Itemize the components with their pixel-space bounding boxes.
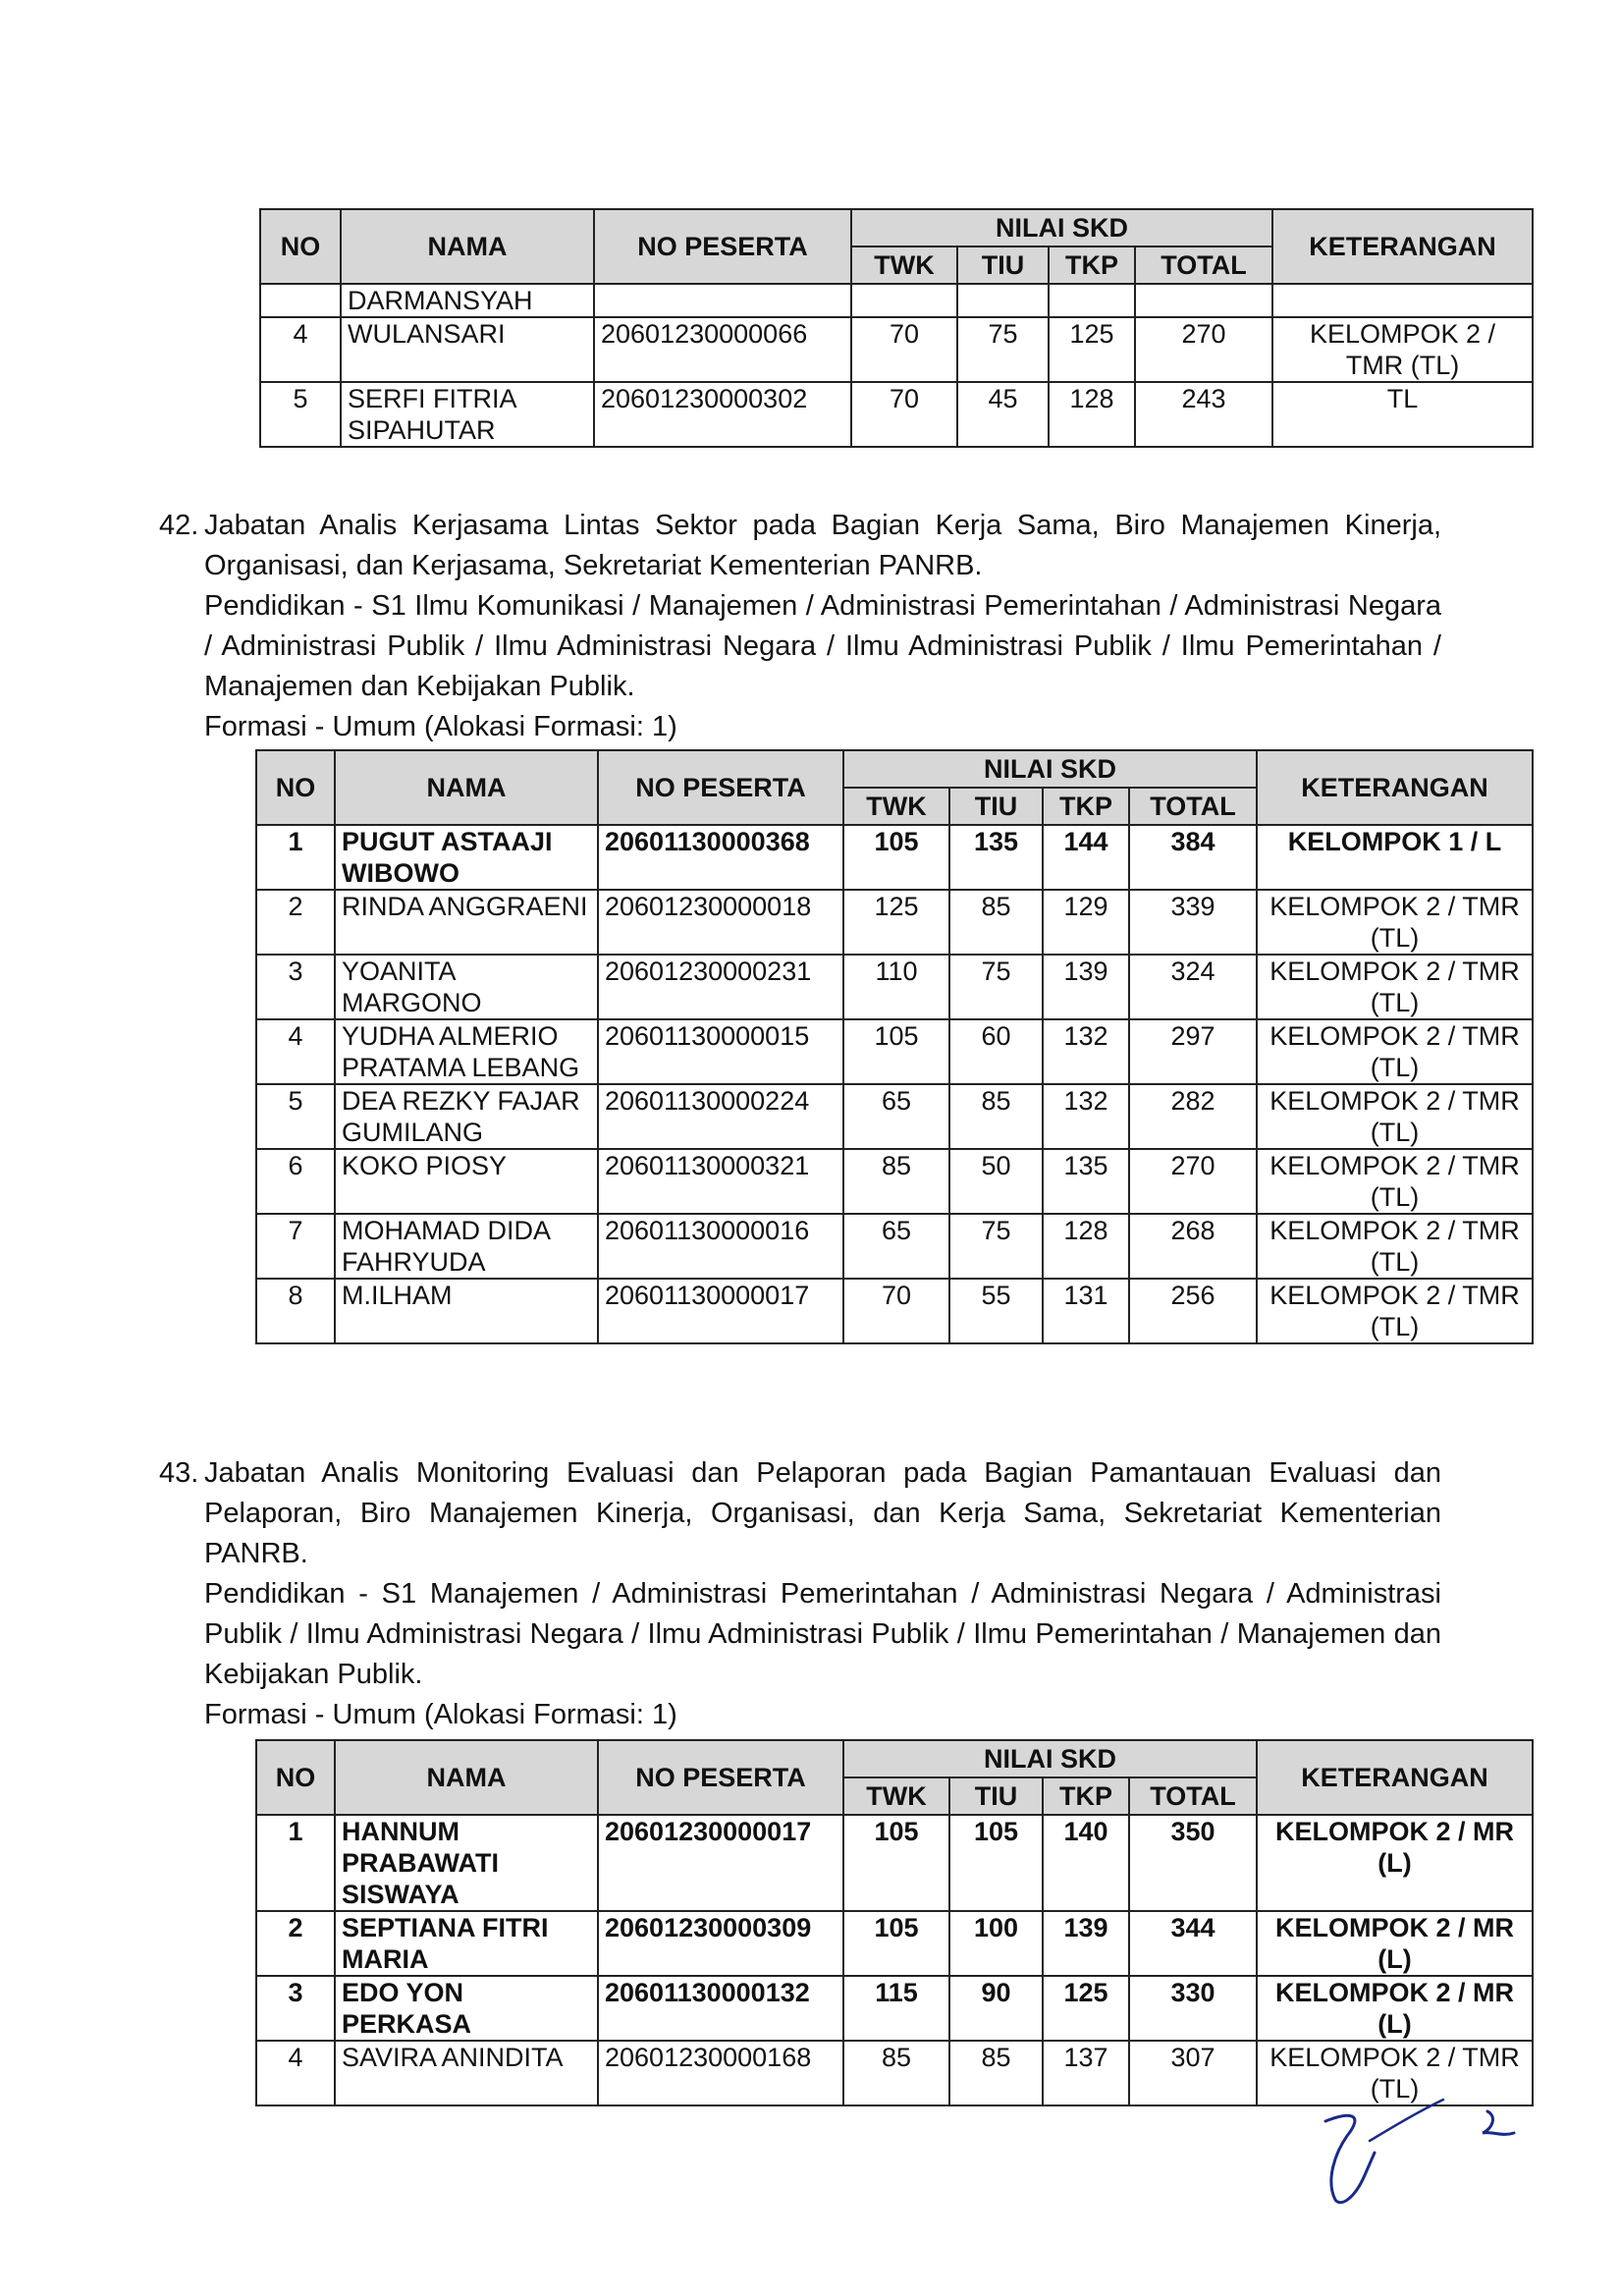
cell-nama: DARMANSYAH bbox=[341, 284, 594, 317]
cell-no: 5 bbox=[256, 1084, 335, 1149]
table-row bbox=[256, 1279, 1533, 1343]
cell-ket: KELOMPOK 2 / MR (L) bbox=[1257, 1976, 1533, 2041]
cell-nama: SAVIRA ANINDITA bbox=[335, 2041, 598, 2105]
cell-no: 4 bbox=[256, 2041, 335, 2105]
cell-tkp: 140 bbox=[1043, 1815, 1129, 1911]
results-table-continued bbox=[259, 208, 1534, 448]
cell-peserta: 20601230000302 bbox=[594, 382, 851, 447]
section-43 bbox=[159, 1453, 1441, 1735]
cell-total: 282 bbox=[1129, 1084, 1257, 1149]
cell-total: 297 bbox=[1129, 1019, 1257, 1084]
header-tkp: TKP bbox=[1043, 788, 1129, 825]
cell-tiu: 75 bbox=[957, 317, 1049, 382]
cell-peserta: 20601130000016 bbox=[598, 1214, 843, 1279]
table-row bbox=[256, 1911, 1533, 1976]
cell-tkp: 132 bbox=[1043, 1019, 1129, 1084]
table-row bbox=[260, 284, 1533, 317]
header-no-peserta: NO PESERTA bbox=[598, 750, 843, 825]
formation-info: Formasi - Umum (Alokasi Formasi: 1) bbox=[204, 1699, 677, 1730]
cell-no: 6 bbox=[256, 1149, 335, 1214]
header-tkp: TKP bbox=[1049, 246, 1135, 284]
header-no-peserta: NO PESERTA bbox=[594, 209, 851, 284]
signature-stroke bbox=[1325, 2115, 1375, 2202]
cell-ket: KELOMPOK 2 / TMR (TL) bbox=[1257, 1149, 1533, 1214]
cell-peserta: 20601230000017 bbox=[598, 1815, 843, 1911]
cell-tkp bbox=[1049, 284, 1135, 317]
header-twk: TWK bbox=[843, 788, 949, 825]
cell-twk: 85 bbox=[843, 2041, 949, 2105]
cell-total: 256 bbox=[1129, 1279, 1257, 1343]
cell-ket: KELOMPOK 2 / TMR (TL) bbox=[1257, 1019, 1533, 1084]
cell-tiu: 45 bbox=[957, 382, 1049, 447]
cell-no: 8 bbox=[256, 1279, 335, 1343]
header-tiu: TIU bbox=[949, 788, 1043, 825]
header-twk: TWK bbox=[851, 246, 957, 284]
cell-no: 4 bbox=[260, 317, 341, 382]
cell-nama: MOHAMAD DIDA FAHRYUDA bbox=[335, 1214, 598, 1279]
cell-twk: 70 bbox=[851, 382, 957, 447]
cell-nama: YUDHA ALMERIO PRATAMA LEBANG bbox=[335, 1019, 598, 1084]
cell-tkp: 129 bbox=[1043, 890, 1129, 955]
cell-tiu: 85 bbox=[949, 1084, 1043, 1149]
cell-total: 307 bbox=[1129, 2041, 1257, 2105]
cell-ket: KELOMPOK 2 / TMR (TL) bbox=[1257, 1084, 1533, 1149]
results-table-42 bbox=[255, 749, 1534, 1344]
header-nilai-skd: NILAI SKD bbox=[851, 209, 1272, 246]
cell-ket: KELOMPOK 2 / MR (L) bbox=[1257, 1911, 1533, 1976]
header-no-peserta: NO PESERTA bbox=[598, 1740, 843, 1815]
header-nama: NAMA bbox=[341, 209, 594, 284]
table-row bbox=[256, 825, 1533, 890]
header-nama: NAMA bbox=[335, 1740, 598, 1815]
cell-peserta: 20601230000066 bbox=[594, 317, 851, 382]
cell-no: 7 bbox=[256, 1214, 335, 1279]
cell-tkp: 144 bbox=[1043, 825, 1129, 890]
cell-tiu: 100 bbox=[949, 1911, 1043, 1976]
cell-nama: PUGUT ASTAAJI WIBOWO bbox=[335, 825, 598, 890]
cell-tkp: 128 bbox=[1049, 382, 1135, 447]
cell-total: 270 bbox=[1135, 317, 1272, 382]
cell-twk: 110 bbox=[843, 955, 949, 1019]
cell-twk: 115 bbox=[843, 1976, 949, 2041]
cell-tkp: 125 bbox=[1049, 317, 1135, 382]
cell-peserta: 20601130000015 bbox=[598, 1019, 843, 1084]
cell-twk: 105 bbox=[843, 1019, 949, 1084]
education-requirement: Pendidikan - S1 Manajemen / Administrasi Pemerintahan / Administrasi Negara / Administrasi Publik / Ilmu Administrasi Negara / Ilmu Administrasi Publik / Ilmu Pemerintahan / Manajemen dan Kebijakan Publik. bbox=[204, 1578, 1441, 1690]
table-row bbox=[256, 1214, 1533, 1279]
cell-tkp: 139 bbox=[1043, 1911, 1129, 1976]
cell-total: 270 bbox=[1129, 1149, 1257, 1214]
cell-tkp: 132 bbox=[1043, 1084, 1129, 1149]
cell-total: 339 bbox=[1129, 890, 1257, 955]
cell-no: 3 bbox=[256, 1976, 335, 2041]
cell-total: 344 bbox=[1129, 1911, 1257, 1976]
cell-twk: 105 bbox=[843, 825, 949, 890]
cell-ket: KELOMPOK 2 / TMR (TL) bbox=[1257, 890, 1533, 955]
header-keterangan: KETERANGAN bbox=[1257, 1740, 1533, 1815]
results-table-43 bbox=[255, 1739, 1534, 2106]
table-row bbox=[256, 890, 1533, 955]
cell-no: 4 bbox=[256, 1019, 335, 1084]
cell-tiu: 75 bbox=[949, 955, 1043, 1019]
header-total: TOTAL bbox=[1129, 788, 1257, 825]
cell-tiu: 75 bbox=[949, 1214, 1043, 1279]
cell-twk: 105 bbox=[843, 1815, 949, 1911]
cell-ket: KELOMPOK 2 / TMR (TL) bbox=[1257, 1214, 1533, 1279]
cell-no: 2 bbox=[256, 890, 335, 955]
header-no: NO bbox=[256, 750, 335, 825]
cell-no: 1 bbox=[256, 825, 335, 890]
cell-no: 2 bbox=[256, 1911, 335, 1976]
cell-ket: KELOMPOK 2 / TMR (TL) bbox=[1272, 317, 1533, 382]
header-keterangan: KETERANGAN bbox=[1272, 209, 1533, 284]
cell-ket bbox=[1272, 284, 1533, 317]
header-tiu: TIU bbox=[949, 1777, 1043, 1815]
table-row bbox=[256, 1976, 1533, 2041]
cell-total bbox=[1135, 284, 1272, 317]
cell-ket: KELOMPOK 2 / TMR (TL) bbox=[1257, 2041, 1533, 2105]
cell-total: 330 bbox=[1129, 1976, 1257, 2041]
cell-tiu: 135 bbox=[949, 825, 1043, 890]
table-row bbox=[256, 1815, 1533, 1911]
cell-total: 324 bbox=[1129, 955, 1257, 1019]
cell-no: 5 bbox=[260, 382, 341, 447]
cell-ket: TL bbox=[1272, 382, 1533, 447]
section-title: Jabatan Analis Monitoring Evaluasi dan Pelaporan pada Bagian Pamantauan Evaluasi dan Pelaporan, Biro Manajemen Kinerja, Organisasi, dan Kerja Sama, Sekretariat Kementerian PANRB. bbox=[204, 1457, 1441, 1569]
table-row bbox=[256, 955, 1533, 1019]
header-keterangan: KETERANGAN bbox=[1257, 750, 1533, 825]
cell-tkp: 139 bbox=[1043, 955, 1129, 1019]
header-nilai-skd: NILAI SKD bbox=[843, 1740, 1257, 1777]
cell-total: 384 bbox=[1129, 825, 1257, 890]
cell-tkp: 135 bbox=[1043, 1149, 1129, 1214]
cell-nama: HANNUM PRABAWATI SISWAYA bbox=[335, 1815, 598, 1911]
cell-tiu: 90 bbox=[949, 1976, 1043, 2041]
header-no: NO bbox=[256, 1740, 335, 1815]
cell-twk: 85 bbox=[843, 1149, 949, 1214]
cell-tkp: 128 bbox=[1043, 1214, 1129, 1279]
cell-total: 268 bbox=[1129, 1214, 1257, 1279]
signature-stroke bbox=[1370, 2100, 1443, 2141]
header-total: TOTAL bbox=[1135, 246, 1272, 284]
header-nama: NAMA bbox=[335, 750, 598, 825]
cell-no: 1 bbox=[256, 1815, 335, 1911]
cell-peserta: 20601130000132 bbox=[598, 1976, 843, 2041]
cell-tiu: 50 bbox=[949, 1149, 1043, 1214]
header-twk: TWK bbox=[843, 1777, 949, 1815]
cell-nama: EDO YON PERKASA bbox=[335, 1976, 598, 2041]
cell-no: 3 bbox=[256, 955, 335, 1019]
cell-peserta: 20601230000309 bbox=[598, 1911, 843, 1976]
cell-tkp: 125 bbox=[1043, 1976, 1129, 2041]
cell-tiu: 85 bbox=[949, 2041, 1043, 2105]
cell-twk: 70 bbox=[843, 1279, 949, 1343]
table-row bbox=[256, 1084, 1533, 1149]
cell-nama: YOANITA MARGONO bbox=[335, 955, 598, 1019]
cell-ket: KELOMPOK 1 / L bbox=[1257, 825, 1533, 890]
cell-peserta: 20601230000168 bbox=[598, 2041, 843, 2105]
section-title: Jabatan Analis Kerjasama Lintas Sektor pada Bagian Kerja Sama, Biro Manajemen Kinerja, Organisasi, dan Kerjasama, Sekretariat Kementerian PANRB. bbox=[204, 510, 1441, 581]
cell-twk: 105 bbox=[843, 1911, 949, 1976]
cell-nama: SEPTIANA FITRI MARIA bbox=[335, 1911, 598, 1976]
table-row bbox=[260, 382, 1533, 447]
handwritten-initials bbox=[1296, 2082, 1522, 2219]
header-no: NO bbox=[260, 209, 341, 284]
cell-ket: KELOMPOK 2 / TMR (TL) bbox=[1257, 955, 1533, 1019]
cell-total: 350 bbox=[1129, 1815, 1257, 1911]
cell-twk: 65 bbox=[843, 1084, 949, 1149]
cell-twk bbox=[851, 284, 957, 317]
section-number: 43. bbox=[159, 1457, 199, 1489]
header-tkp: TKP bbox=[1043, 1777, 1129, 1815]
cell-peserta: 20601130000368 bbox=[598, 825, 843, 890]
header-tiu: TIU bbox=[957, 246, 1049, 284]
cell-tiu: 55 bbox=[949, 1279, 1043, 1343]
cell-peserta bbox=[594, 284, 851, 317]
cell-peserta: 20601130000017 bbox=[598, 1279, 843, 1343]
cell-tiu: 85 bbox=[949, 890, 1043, 955]
cell-ket: KELOMPOK 2 / MR (L) bbox=[1257, 1815, 1533, 1911]
table-row bbox=[256, 1019, 1533, 1084]
cell-twk: 70 bbox=[851, 317, 957, 382]
cell-tkp: 131 bbox=[1043, 1279, 1129, 1343]
cell-total: 243 bbox=[1135, 382, 1272, 447]
signature-stroke bbox=[1483, 2111, 1514, 2134]
cell-nama: KOKO PIOSY bbox=[335, 1149, 598, 1214]
education-requirement: Pendidikan - S1 Ilmu Komunikasi / Manajemen / Administrasi Pemerintahan / Administrasi Negara / Administrasi Publik / Ilmu Administrasi Negara / Ilmu Administrasi Publik / Ilmu Pemerintahan / Manajemen dan Kebijakan Publik. bbox=[204, 590, 1441, 702]
cell-no bbox=[260, 284, 341, 317]
cell-nama: DEA REZKY FAJAR GUMILANG bbox=[335, 1084, 598, 1149]
cell-tiu: 105 bbox=[949, 1815, 1043, 1911]
cell-peserta: 20601230000018 bbox=[598, 890, 843, 955]
formation-info: Formasi - Umum (Alokasi Formasi: 1) bbox=[204, 711, 677, 742]
cell-peserta: 20601130000224 bbox=[598, 1084, 843, 1149]
cell-nama: SERFI FITRIA SIPAHUTAR bbox=[341, 382, 594, 447]
cell-nama: M.ILHAM bbox=[335, 1279, 598, 1343]
cell-peserta: 20601230000231 bbox=[598, 955, 843, 1019]
section-42 bbox=[159, 506, 1441, 747]
cell-nama: RINDA ANGGRAENI bbox=[335, 890, 598, 955]
cell-nama: WULANSARI bbox=[341, 317, 594, 382]
cell-tiu bbox=[957, 284, 1049, 317]
header-total: TOTAL bbox=[1129, 1777, 1257, 1815]
cell-ket: KELOMPOK 2 / TMR (TL) bbox=[1257, 1279, 1533, 1343]
cell-twk: 65 bbox=[843, 1214, 949, 1279]
cell-tiu: 60 bbox=[949, 1019, 1043, 1084]
cell-twk: 125 bbox=[843, 890, 949, 955]
header-nilai-skd: NILAI SKD bbox=[843, 750, 1257, 788]
cell-peserta: 20601130000321 bbox=[598, 1149, 843, 1214]
table-row bbox=[256, 1149, 1533, 1214]
cell-tkp: 137 bbox=[1043, 2041, 1129, 2105]
section-number: 42. bbox=[159, 510, 199, 541]
table-row bbox=[260, 317, 1533, 382]
